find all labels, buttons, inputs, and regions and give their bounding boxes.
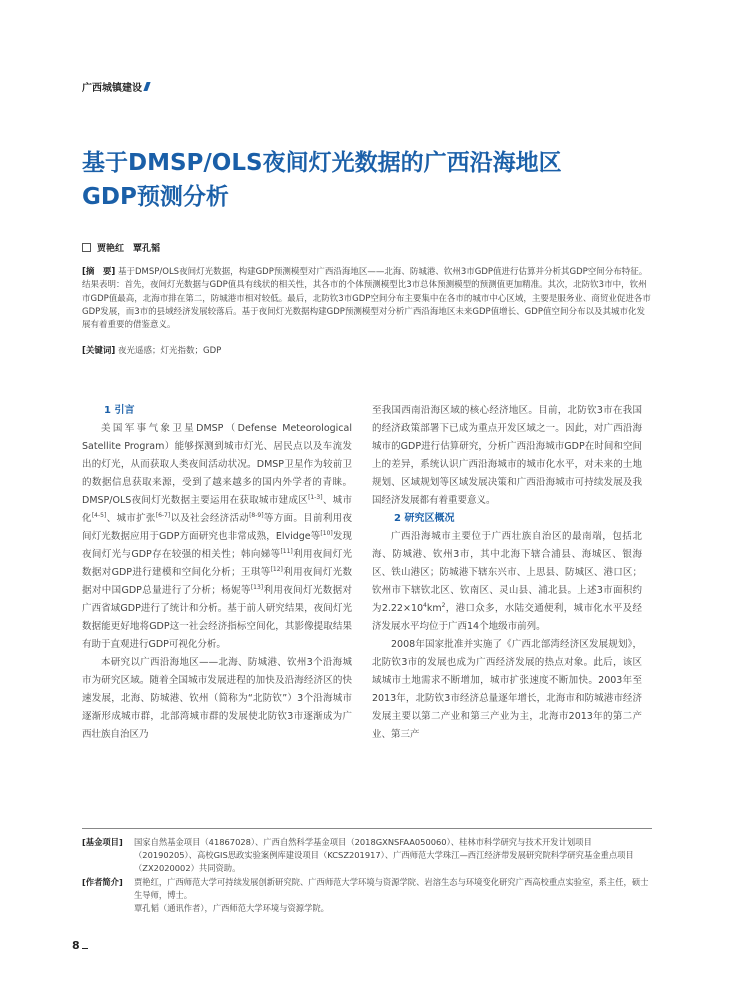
text-run: 、城市化 [82, 495, 352, 524]
bio-label: [作者简介] [82, 877, 123, 887]
bio-author-1: 贾艳红，广西师范大学可持续发展创新研究院、广西师范大学环境与资源学院、岩溶生态与环境变化研究广西高校重点实验室，系主任，硕士生导师，博士。 [134, 877, 649, 900]
section-1-paragraph-2: 本研究以广西沿海地区——北海、防城港、钦州3个沿海城市为研究区域。随着全国城市发展进程的加快及沿海经济区的快速发展，北海、防城港、钦州（简称为“北防钦”）3个沿海城市逐渐形成城市群，北部湾城市群的发展使北防钦3市逐渐成为广西壮族自治区乃 [82, 657, 352, 740]
fund-note [82, 836, 652, 875]
bio-author-2: 覃孔韬（通讯作者），广西师范大学环境与资源学院。 [134, 903, 329, 913]
section-2-heading: 2 研究区概况 [394, 513, 455, 524]
section-label: 广西城镇建设 [82, 83, 142, 94]
author-names: 贾艳红 覃孔韬 [97, 244, 161, 254]
citation: [4-5] [91, 511, 107, 519]
right-column [372, 402, 642, 744]
square-bullet-icon [82, 243, 91, 252]
section-1-paragraph-1 [82, 420, 352, 654]
text-run: ，港口众多，水陆交通便利，城市化水平及经济发展水平均位于广西14个地级市前列。 [372, 603, 642, 632]
citation: [8-9] [249, 511, 264, 519]
title-line-1: 基于DMSP/OLS夜间灯光数据的广西沿海地区 [82, 150, 562, 176]
citation: [10] [320, 529, 333, 537]
text-run: 利用夜间灯光数据对中国GDP总量进行了分析；杨妮等 [82, 567, 352, 596]
abstract [82, 266, 652, 332]
text-run: 等方面。目前利用夜间灯光数据应用于GDP方面研究也非常成熟，Elvidge等 [82, 513, 352, 542]
text-run: km [426, 603, 442, 614]
section-1-heading: 1 引言 [104, 405, 135, 416]
citation: [12] [270, 565, 283, 573]
text-run: 广西沿海城市主要位于广西壮族自治区的最南端，包括北海、防城港、钦州3市，其中北海下辖合浦县、海城区、银海区、铁山港区；防城港下辖东兴市、上思县、防城区、港口区；钦州市下辖钦北区、钦南区、灵山县、浦北县。上述3市面积约为2.22×10 [372, 531, 642, 614]
article-title [82, 146, 682, 214]
authors-line [82, 241, 160, 254]
journal-section-tag [82, 79, 149, 94]
footnote-divider [82, 828, 652, 829]
section-2-paragraph-1 [372, 528, 642, 636]
text-run: 、城市扩张 [106, 513, 156, 524]
text-run: 利用夜间灯光数据对GDP进行建模和空间化分析；王琪等 [82, 549, 352, 578]
abstract-text: 基于DMSP/OLS夜间灯光数据，构建GDP预测模型对广西沿海地区——北海、防城港、钦州3市GDP值进行估算并分析其GDP空间分布特征。结果表明：首先，夜间灯光数据与GDP值具有线状的相关性，其各市的个体预测模型比3市总体预测模型的预测值更加精准。其次，北防钦3市中，钦州市GDP值最高，北海市排在第二，防城港市相对较低。最后，北防钦3市GDP空间分布主要集中在各市的城市中心区域，主要是服务业、商贸业促进各市GDP发展，而3市的县域经济发展较落后。基于夜间灯光数据构建GDP预测模型对分析广西沿海地区未来GDP值增长、GDP值空间分布以及其城市化发展有着重要的借鉴意义。 [82, 267, 651, 331]
text-run: 发现夜间灯光与GDP存在较强的相关性；韩向娣等 [82, 531, 352, 560]
citation: [13] [250, 583, 264, 591]
citation: [6-7] [155, 511, 171, 519]
citation: [1-3] [308, 493, 323, 501]
exponent: 4 [423, 601, 427, 609]
slash-mark-icon [143, 82, 150, 91]
page-number [72, 939, 88, 952]
section-1-paragraph-2-continued: 至我国西南沿海区域的核心经济地区。目前，北防钦3市在我国的经济政策部署下已成为重点开发区域之一。因此，对广西沿海城市的GDP进行估算研究，分析广西沿海城市GDP在时间和空间上的差异，系统认识广西沿海城市的城市化水平，对未来的土地规划、区域规划等区域发展决策和广西沿海城市可持续发展及我国经济发展都有着重要意义。 [372, 405, 642, 506]
keywords-text: 夜光遥感；灯光指数；GDP [117, 346, 222, 356]
page-number-value: 8 [72, 939, 80, 952]
text-run: 利用夜间灯光数据对广西省域GDP进行了统计和分析。基于前人研究结果，夜间灯光数据能更好地将GDP这一社会经济指标空间化，其影像提取结果有助于直观进行GDP可视化分析。 [82, 585, 352, 650]
fund-text: 国家自然基金项目（41867028）、广西自然科学基金项目（2018GXNSFAA050060）、桂林市科学研究与技术开发计划项目（20190205）、高校GIS思政实验案例库建设项目（KCSZ201917）、广西师范大学珠江—西江经济带发展研究院科学研究基金重点项目（ZX2020002）共同资助。 [134, 837, 634, 873]
citation: [11] [280, 547, 293, 555]
text-run: 美国军事气象卫星DMSP（Defense Meteorological Satellite Program）能够探测到城市灯光、居民点以及车流发出的灯光，从而获取人类夜间活动状况。DMSP卫星作为较前卫的数据信息获取来源，受到了越来越多的国内外学者的青睐。DMSP/OLS夜间灯光数据主要运用在获取城市建成区 [82, 423, 352, 506]
text-run: 以及社会经济活动 [170, 513, 250, 524]
abstract-label: [摘 要] [82, 267, 116, 277]
left-column [82, 402, 352, 744]
keywords [82, 345, 652, 358]
section-2-paragraph-2: 2008年国家批准并实施了《广西北部湾经济区发展规划》，北防钦3市的发展也成为广西经济发展的热点对象。此后，该区域城市土地需求不断增加，城市扩张速度不断加快。2003年至2013年，北防钦3市经济总量逐年增长，北海市和防城港市经济发展主要以第二产业和第三产业为主，北海市2013年的第二产业、第三产 [372, 639, 642, 740]
bio-text [134, 876, 652, 915]
title-line-2: GDP预测分析 [82, 184, 229, 210]
keywords-label: [关键词] [82, 346, 116, 356]
exponent: 2 [441, 601, 446, 609]
underline-mark-icon [82, 948, 88, 949]
fund-label: [基金项目] [82, 837, 123, 847]
author-bio-note [82, 876, 652, 915]
